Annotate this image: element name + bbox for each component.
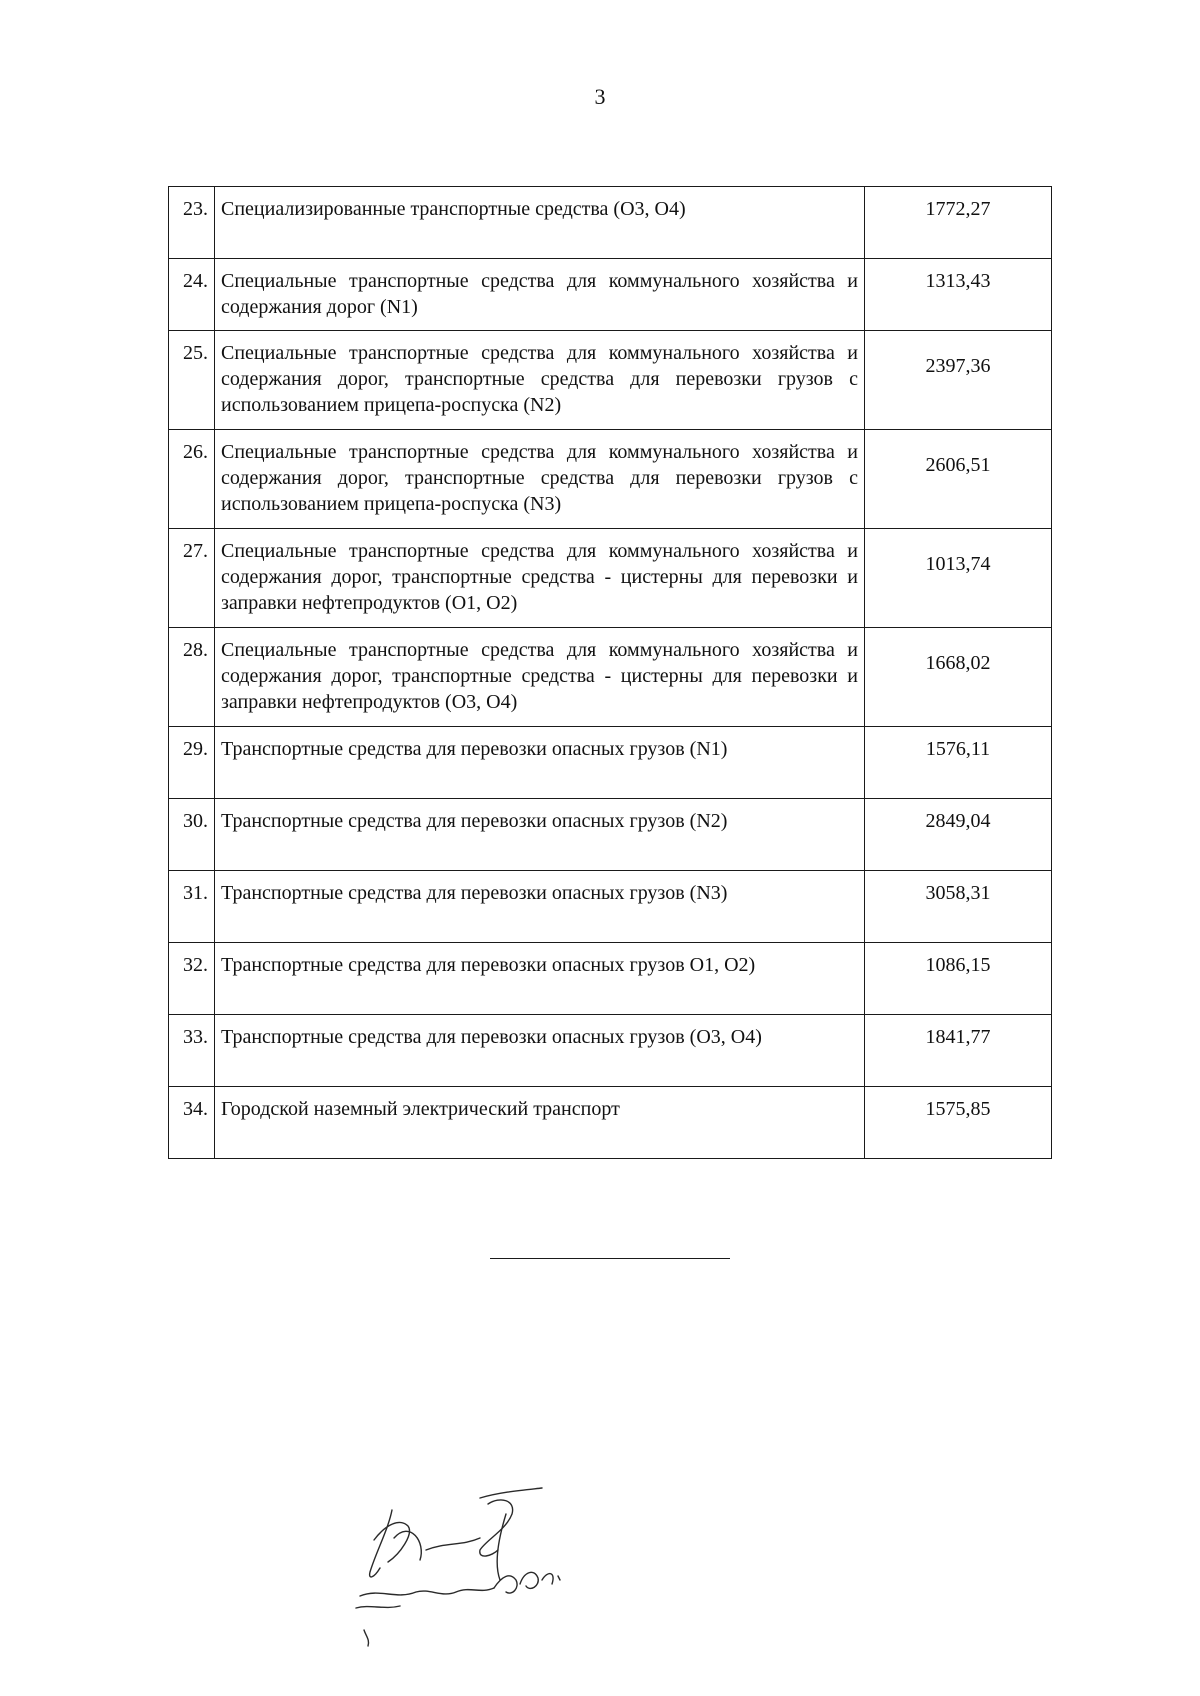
table-row [169, 628, 1052, 727]
vehicle-category: Транспортные средства для перевозки опасных грузов (N2) [215, 799, 865, 871]
rate-value: 1575,85 [865, 1087, 1052, 1159]
table-row [169, 871, 1052, 943]
vehicle-category: Специализированные транспортные средства (О3, О4) [215, 187, 865, 259]
row-number: 32. [169, 943, 215, 1015]
vehicle-category: Специальные транспортные средства для коммунального хозяйства и содержания дорог, транспортные средства - цистерны для перевозки и заправки нефтепродуктов (О1, О2) [215, 529, 865, 628]
rate-value: 2849,04 [865, 799, 1052, 871]
table-row [169, 727, 1052, 799]
row-number: 27. [169, 529, 215, 628]
rates-table [168, 186, 1052, 1159]
table-row [169, 943, 1052, 1015]
table-row [169, 187, 1052, 259]
row-number: 33. [169, 1015, 215, 1087]
row-number: 25. [169, 331, 215, 430]
vehicle-category: Транспортные средства для перевозки опасных грузов (N3) [215, 871, 865, 943]
table-body [169, 187, 1052, 1159]
vehicle-category: Транспортные средства для перевозки опасных грузов (О3, О4) [215, 1015, 865, 1087]
table-row [169, 331, 1052, 430]
row-number: 31. [169, 871, 215, 943]
rate-value: 3058,31 [865, 871, 1052, 943]
row-number: 28. [169, 628, 215, 727]
rate-value: 2397,36 [865, 331, 1052, 430]
rate-value: 1313,43 [865, 259, 1052, 331]
rate-value: 1013,74 [865, 529, 1052, 628]
table-row [169, 1015, 1052, 1087]
rate-value: 1086,15 [865, 943, 1052, 1015]
table-row [169, 799, 1052, 871]
row-number: 30. [169, 799, 215, 871]
vehicle-category: Специальные транспортные средства для коммунального хозяйства и содержания дорог, транспортные средства для перевозки грузов с использованием прицепа-роспуска (N3) [215, 430, 865, 529]
table-row [169, 430, 1052, 529]
end-divider [490, 1258, 730, 1259]
table-row [169, 529, 1052, 628]
row-number: 23. [169, 187, 215, 259]
rate-value: 1841,77 [865, 1015, 1052, 1087]
row-number: 24. [169, 259, 215, 331]
page-number: 3 [594, 84, 606, 109]
vehicle-category: Специальные транспортные средства для коммунального хозяйства и содержания дорог (N1) [215, 259, 865, 331]
row-number: 26. [169, 430, 215, 529]
row-number: 29. [169, 727, 215, 799]
vehicle-category: Транспортные средства для перевозки опасных грузов (N1) [215, 727, 865, 799]
vehicle-category: Специальные транспортные средства для коммунального хозяйства и содержания дорог, транспортные средства - цистерны для перевозки и заправки нефтепродуктов (О3, О4) [215, 628, 865, 727]
rate-value: 1668,02 [865, 628, 1052, 727]
rate-value: 2606,51 [865, 430, 1052, 529]
table-row [169, 259, 1052, 331]
vehicle-category: Транспортные средства для перевозки опасных грузов О1, О2) [215, 943, 865, 1015]
vehicle-category: Специальные транспортные средства для коммунального хозяйства и содержания дорог, транспортные средства для перевозки грузов с использованием прицепа-роспуска (N2) [215, 331, 865, 430]
row-number: 34. [169, 1087, 215, 1159]
rate-value: 1772,27 [865, 187, 1052, 259]
table-row [169, 1087, 1052, 1159]
vehicle-category: Городской наземный электрический транспорт [215, 1087, 865, 1159]
signature-icon [330, 1480, 610, 1650]
rate-value: 1576,11 [865, 727, 1052, 799]
